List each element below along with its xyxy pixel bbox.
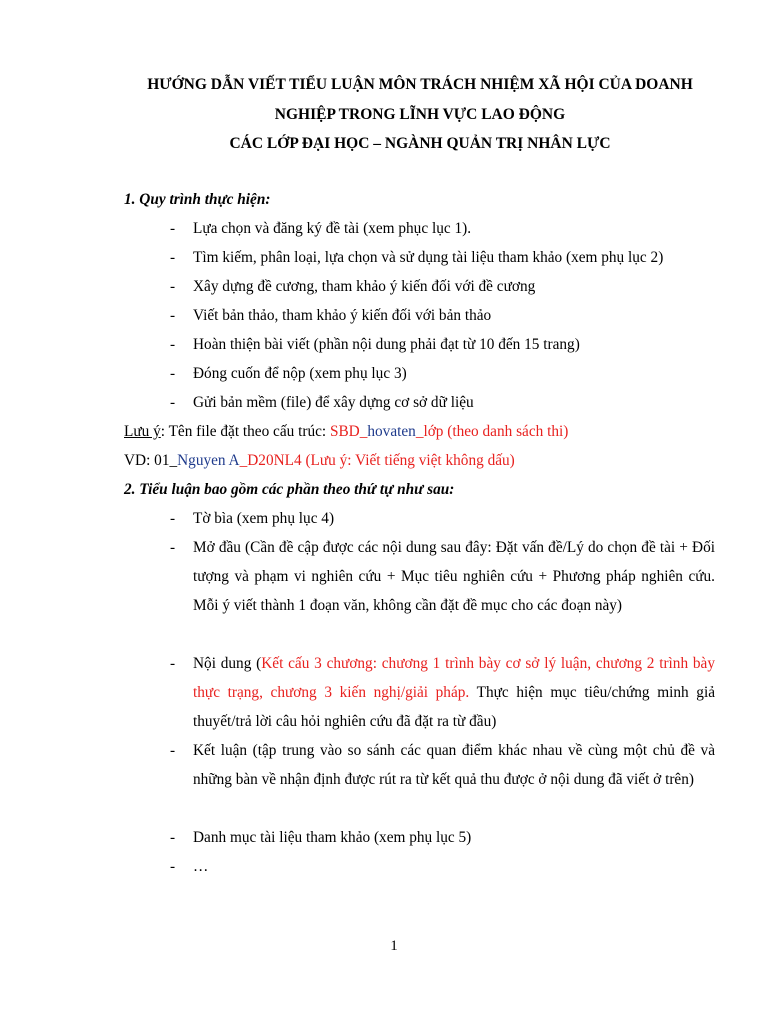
- list-item: [170, 504, 715, 533]
- note-colon: :: [160, 423, 166, 440]
- list-item: [170, 649, 715, 736]
- bullet-dash: -: [170, 249, 176, 266]
- page-number: 1: [390, 938, 398, 954]
- note-text: Tên file đặt theo cấu trúc:: [165, 423, 330, 440]
- list-item-text: Viết bản thảo, tham khảo ý kiến đối với bản thảo: [193, 307, 492, 324]
- bullet-dash: -: [170, 394, 176, 411]
- document-subtitle: CÁC LỚP ĐẠI HỌC – NGÀNH QUẢN TRỊ NHÂN LỰC: [229, 135, 611, 152]
- content-suffix: Thực hiện mục tiêu/chứng minh giả thuyết/trả lời câu hỏi nghiên cứu đã đặt ra từ đầu): [193, 684, 715, 730]
- content-structure-note: Kết cấu 3 chương: chương 1 trình bày cơ sở lý luận, chương 2 trình bày thực trạng, chương 3 kiến nghị/giải pháp.: [193, 655, 715, 701]
- list-item-text: Mở đầu (Cần đề cập được các nội dung sau đây: Đặt vấn đề/Lý do chọn đề tài + Đối tượng và phạm vi nghiên cứu + Mục tiêu nghiên cứu + Phương pháp nghiên cứu. Mỗi ý viết thành 1 đoạn văn, không cần đặt đề mục cho các đoạn này): [193, 539, 715, 614]
- bullet-dash: -: [170, 510, 176, 527]
- bullet-dash: -: [170, 336, 176, 353]
- bullet-dash: -: [170, 365, 176, 382]
- list-item: [170, 823, 715, 852]
- list-item: [170, 736, 715, 794]
- list-item-text: Lựa chọn và đăng ký đề tài (xem phục lục 1).: [193, 220, 472, 237]
- file-structure-part-3: _lớp (theo danh sách thi): [415, 423, 569, 440]
- note-label: Lưu ý: [124, 423, 161, 440]
- list-item-text: Kết luận (tập trung vào so sánh các quan điểm khác nhau về cùng một chủ đề và những bàn về nhận định được rút ra từ kết quả thu được ở nội dung đã viết ở trên): [193, 742, 715, 788]
- bullet-dash: -: [170, 220, 176, 237]
- content-prefix: Nội dung (: [193, 655, 262, 672]
- list-item: [170, 533, 715, 620]
- bullet-dash: -: [170, 539, 176, 556]
- bullet-dash: -: [170, 829, 176, 846]
- list-item-text: Xây dựng đề cương, tham khảo ý kiến đối với đề cương: [193, 278, 536, 295]
- list-item-text: [193, 649, 715, 736]
- bullet-dash: -: [170, 858, 176, 875]
- list-item-text: Gửi bản mềm (file) để xây dựng cơ sở dữ liệu: [193, 394, 474, 411]
- section-1-heading: 1. Quy trình thực hiện:: [124, 191, 271, 208]
- list-item: [170, 301, 715, 330]
- list-item: [170, 388, 715, 417]
- list-item-text: Đóng cuốn để nộp (xem phụ lục 3): [193, 365, 407, 382]
- list-item: [170, 852, 715, 881]
- document-title-line-2: NGHIỆP TRONG LĨNH VỰC LAO ĐỘNG: [274, 106, 566, 123]
- list-item-text: …: [193, 858, 209, 875]
- bullet-dash: -: [170, 655, 176, 672]
- example-suffix: _D20NL4 (Lưu ý: Viết tiếng việt không dấu): [239, 452, 515, 469]
- example-name: Nguyen A: [177, 452, 240, 469]
- list-item-text: Tìm kiếm, phân loại, lựa chọn và sử dụng tài liệu tham khảo (xem phụ lục 2): [193, 249, 664, 266]
- bullet-dash: -: [170, 278, 176, 295]
- list-item-text: Hoàn thiện bài viết (phần nội dung phải đạt từ 10 đến 15 trang): [193, 336, 580, 353]
- file-structure-part-2: hovaten: [367, 423, 416, 440]
- bullet-dash: -: [170, 307, 176, 324]
- list-item-text: Danh mục tài liệu tham khảo (xem phụ lục 5): [193, 829, 472, 846]
- file-naming-example: [124, 446, 515, 475]
- section-2-heading: 2. Tiểu luận bao gồm các phần theo thứ tự như sau:: [124, 481, 455, 498]
- list-item: [170, 243, 715, 272]
- example-prefix: VD: 01_: [124, 452, 178, 469]
- list-item: [170, 330, 715, 359]
- list-item-text: Tờ bìa (xem phụ lục 4): [193, 510, 335, 527]
- list-item: [170, 359, 715, 388]
- document-title-line-1: HƯỚNG DẪN VIẾT TIỂU LUẬN MÔN TRÁCH NHIỆM XÃ HỘI CỦA DOANH: [147, 76, 693, 93]
- list-item: [170, 214, 715, 243]
- bullet-dash: -: [170, 742, 176, 759]
- list-item: [170, 272, 715, 301]
- file-structure-part-1: SBD_: [329, 423, 368, 440]
- file-naming-note: [124, 417, 568, 446]
